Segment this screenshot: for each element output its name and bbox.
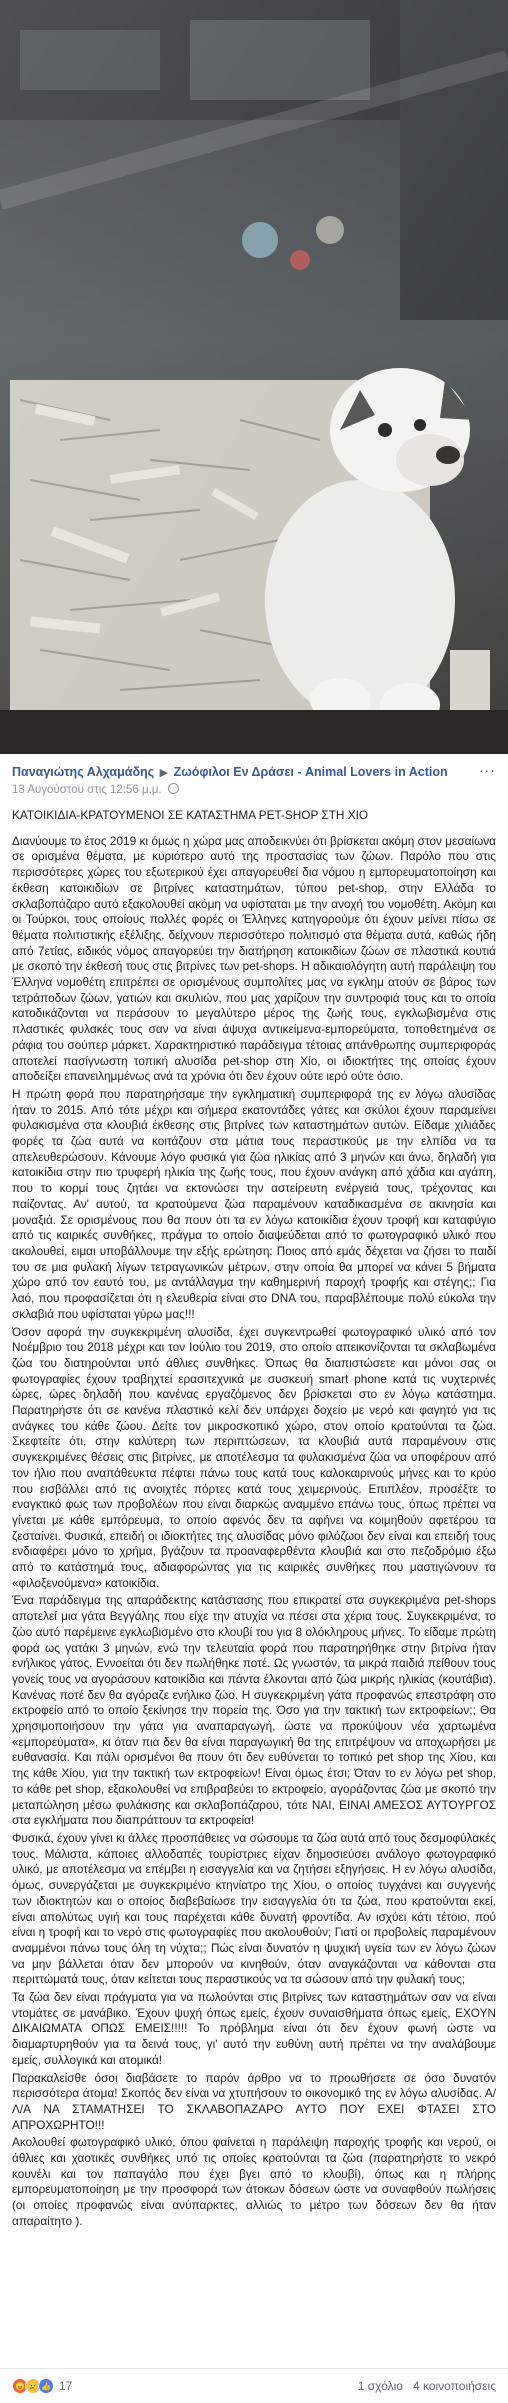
post-timestamp[interactable]: 13 Αυγούστου στις 12:56 μ.μ.: [12, 784, 162, 796]
post-paragraph: Παρακαλείσθε όσοι διαβάσετε το παρόν άρθρο να το προωθήσετε σε όσο δυνατόν περισσότερα άτομα! Σκοπός δεν είναι να χτυπήσουν το οικονομικό της εν λόγω αλυσίδας. Α/Λ/Α ΝΑ ΣΤΑΜΑΤΗΣΕΙ ΤΟ ΣΚΛΑΒΟΠΑΖΑΡΟ ΑΥΤΟ ΠΟΥ ΕΧΕΙ ΦΤΑΣΕΙ ΣΤΟ ΑΠΡΟΧΩΡΗΤΟ!!!: [12, 2070, 496, 2132]
reactions-summary[interactable]: [12, 2378, 72, 2394]
angry-reaction-icon: 😠: [12, 2378, 28, 2394]
sad-reaction-icon: 😢: [25, 2378, 41, 2394]
post-paragraph: Φυσικά, έχουν γίνει κι άλλες προσπάθειες να σώσουμε τα ζώα αυτά από τους δεσμοφύλακές τους. Μάλιστα, κάποιες αλλοδαπές τουρίστριες είχαν δημοσιεύσει ανάλογο φωτογραφικό υλικό, με αποτέλεσμα να επέμβει η εισαγγελία και να ζητήσει εξηγήσεις. Η εν λόγω αλυσίδα, όμως, συνεργάζεται με συγκεκριμένο κτηνίατρο της Χίου, ο οποίος τυγχάνει και συγγενής των ιδιοκτητών και ο οποίος διαβεβαίωσε την εισαγγελία ότι τα ζώα, που κρατούνται εκεί, είναι απολύτως υγιή και τους παρέχεται κάθε δυνατή φροντίδα. Αν ισχύει κάτι τέτοιο, πού είναι η τροφή και το νερό στις φωτογραφίες που ακολουθούν; Γιατί οι προβολείς παραμένουν αναμμένοι πάνω τους όλη τη νύχτα;; Πώς είναι δυνατόν η ψυχική υγεία των εν λόγω ζώων να μην βάλλεται όταν δεν μπορούν να κινηθούν, όταν αναγκάζονται να κάθονται στα περιττώματά τους, όταν κείτεται τους περαστικούς να τα σώσουν από την φυλακή τους;: [12, 1831, 496, 1987]
reaction-count: 17: [59, 2379, 73, 2393]
engagement-stats: [358, 2379, 496, 2393]
post-title: ΚΑΤΟΙΚΙΔΙΑ-ΚΡΑΤΟΥΜΕΝΟΙ ΣΕ ΚΑΤΑΣΤΗΜΑ PET-SHOP ΣΤΗ ΧΙΟ: [12, 808, 369, 822]
post-paragraph: Ακολουθεί φωτογραφικό υλικό, όπου φαίνεται η παράλειψη παροχής τροφής και νερού, οι άθλιες και χαοτικές συνθήκες υπό τις οποίες κρατούνται τα ζώα (παρατηρήστε το νεκρό κουνέλι και τον παπαγάλο που έχει βγει από το κλουβί), όπως και η πλήρης εμπορευματοποίηση με την προσφορά των άτοκων δόσεων ώστε να συναφθούν πωλήσεις (οι οποίες προφανώς είναι ανύπαρκτες, αλλιώς το μέτρο των δόσεων δεν θα ήταν απαραίτητο ).: [12, 2135, 496, 2228]
arrow-right-icon: ▶: [159, 767, 169, 779]
post-photo[interactable]: [0, 0, 508, 754]
post-paragraph: Η πρώτη φορά που παρατηρήσαμε την εγκληματική συμπεριφορά της εν λόγω αλυσίδας ήταν το 2015. Από τότε μέχρι και σήμερα εκατοντάδες γάτες και σκύλοι έχουν παραμείνει φυλακισμένα στα κλουβιά έκθεσης στις βιτρίνες των καταστημάτων αυτών. Είδαμε χιλιάδες φορές τα ζώα αυτά να κοιτάζουν στα μάτια τους περαστικούς με την ελπίδα να τα απελευθερώσουν. Κάνουμε λόγο φυσικά για ζώα ηλικίας από 3 μηνών και άνω, δηλαδή για κατοικίδια στην πιο τρυφερή ηλικία της ζωής τους, που έχουν ανάγκη από χάδια και αγάπη, που το κορμί τους ζητάει να εκτονώσει την αστείρευτη ενέργειά τους, τρέχοντας και παίζοντας. Αν' αυτού, τα κρατούμενα ζώα παραμένουν καταδικασμένα σε ακινησία και μοναξιά. Σε ορισμένους που θα πουν ότι τα εν λόγω κατοικίδια έχουν τροφή και καταφύγιο από τις καιρικές συνθήκες, πράγμα το οποίο διαψεύδεται από το φωτογραφικό υλικό που ακολουθεί, ειμαι υποβάλλουμε την εξής ερώτηση: Ποιος από εμάς δέχεται να ζήσει το παιδί του σε μια φυλακή λίγων τετραγωνικών μέτρων, στην οποία θα μπορεί να κάνει 5 βήματα χώρο από τον εαυτό του, με αντάλλαγμα την καθημερινή παροχή τροφής και στέγης;; Για λαό, που προφασίζεται ότι η ελευθερία είναι στο DNA του, παραβλέπουμε πολύ εύκολα την σκλαβιά που υφίσταται γύρω μας!!!: [12, 1086, 496, 1321]
post-meta: [12, 782, 496, 798]
comments-count-link[interactable]: 1 σχόλιο: [357, 2379, 403, 2393]
post-paragraph: Διανύουμε το έτος 2019 κι όμως η χώρα μας αποδεικνύει ότι βρίσκεται ακόμη στον μεσαίωνα σε ορισμένα θέματα, με κυριότερο αυτό της προστασίας των ζώων. Παρόλο που στις περισσότερες χώρες του εξωτερικού έχει απαγορευθεί δια νόμου η εμπορευματοποίηση και έκθεση κατοικιδίων σε βιτρίνες καταστημάτων, τύπου pet-shop, στην Ελλάδα το σκλαβοπάζαρο αυτό εξακολουθεί ακόμη να υφίσταται με την ανοχή του νομοθέτη. Ακόμη και οι Τούρκοι, τους οποίους πολλές φορές οι Έλληνες κατηγορούμε ότι έχουν μείνει πίσω σε θέματα πολιτιστικής εξέλιξης, δείχνουν περισσότερο πολιτισμό στα θέματα αυτά, καθώς ήδη από 7ετίας, ειδικός νόμος απαγορεύει την διατήρηση κατοικιδίων ζώων σε πλαστικά κουτιά με σκοπό την έκθεσή τους στις βιτρίνες των pet-shops. Η αδικαιολόγητη αυτή παράλειψη του Έλληνα νομοθέτη επιτρέπει σε ορισμένους συμπολίτες μας να εγκλημ ατούν σε βάρος των τετράποδων ζώων, γατιών και σκυλιών, που μας χαρίζουν την συντροφιά τους και το οποία κατοδικάζονται να περάσουν το μεγαλύτερο μέρος της ζωής τους, εγκλωβισμένα στις πλαστικές φυλακές τους σαν να είναι άψυχα αντικείμενα-εμπορεύματα, τοποθετημένα σε ράφια του σούπερ μάρκετ. Χαρακτηριστικό παράδειγμα τέτοιας απάνθρωπης συμπεριφοράς αποτελεί πασίγνωστη τοπική αλυσίδα pet-shop στη Χίο, οι ιδιοκτήτες της οποίας έχουν αποδείξει επανειλημμένως ανά τα χρόνια ότι δεν έχουν ούτε ιερό ούτε όσιο.: [12, 833, 496, 1084]
post-paragraph: Όσον αφορά την συγκεκριμένη αλυσίδα, έχει συγκεντρωθεί φωτογραφικό υλικό από τον Νοέμβριο του 2018 μέχρι και τον Ιούλιο του 2019, στο οποίο απεικονίζονται τα σκλαβωμένα ζώα του διατηρούνται υπό άθλιες συνθήκες. Όπως θα διαπιστώσετε και μόνοι σας οι φωτογραφίες έχουν τραβηχτεί ερασιτεχνικά με συσκευή smart phone κατά τις νυχτερινές ώρες, ώρες δηλαδή που κανένας εργαζόμενος δεν βρίσκεται στο εν λόγω κατάστημα. Παρατηρήστε ότι σε κανένα πλαστικό κελί δεν υπάρχει δοχείο με νερό και φαγητό για τις ανάγκες του κάθε ζώου. Δείτε τον μικροσκοπικό χώρο, στον οποίο κρατούνται τα ζώα. Σκεφτείτε ότι, στην καλύτερη των περιπτώσεων, τα κλουβιά αυτά παραμένουν στις συγκεκριμένες θέσεις στις βιτρίνες, με αποτέλεσμα τα φυλακισμένα ζώα να υποφέρουν από τον ήλιο που αναπάθευκτα πέφτει πάνω τους κατά τους καλοκαιρινούς μήνες και το κρύο που εισβάλλει από τις ανοιχτές πόρτες κατά τους χειμερινούς. Επιπλέον, προσέξτε το εναγκτικό φως των προβολέων που είναι διαρκώς αναμμένο επάνω τους, όπως πρέπει να γίνεται με κάθε εμπόρευμα, το οποίο αφενός δεν τα αφήνει να κοιμηθούν αφετέρου τα ζεσταίνει. Φυσικά, επειδή οι ιδιοκτήτες της αλυσίδας μόνο φιλόζωοι δεν είναι και επειδή τους ενδιαφέρει μόνο το χρήμα, βγάζουν τα προαναφερθέντα κλουβιά και στο πεζοδρόμιο έξω από το κατάστημά τους, αδιαφορώντας για τις καιρικές συνθήκες που μαστιγώνουν τα «φιλοξενούμενα» κατοικίδια.: [12, 1324, 496, 1590]
like-reaction-icon: 👍: [38, 2378, 54, 2394]
shares-count-link[interactable]: 4 κοινοποιήσεις: [412, 2379, 496, 2393]
more-options-icon[interactable]: ···: [479, 762, 496, 778]
post-body: [0, 798, 508, 2230]
author-line: [12, 764, 496, 782]
group-name-link[interactable]: Ζωόφιλοι Εν Δράσει - Animal Lovers in Action: [173, 765, 448, 779]
globe-icon: [168, 783, 179, 794]
post-header: [0, 754, 508, 798]
dog-in-shop-window-image: [0, 0, 508, 754]
post-footer: [0, 2368, 508, 2403]
post-paragraph: Τα ζώα δεν είναι πράγματα για να πωλούνται στις βιτρίνες των καταστημάτων σαν να είναι ντομάτες σε μανάβικο. Έχουν ψυχή όπως εμείς, έχουν συναισθήματα όπως εμείς, ΕΧΟΥΝ ΔΙΚΑΙΩΜΑΤΑ ΟΠΩΣ ΕΜΕΙΣ!!!!! Το πρόβλημα είναι ότι δεν έχουν φωνή ώστε να διαμαρτυρηθούν για τα δεινά τους, γι' αυτό την ευθύνη αυτή πρέπει να την αναλάβουμε εμείς, συλλογικά και ατομικά!: [12, 1990, 496, 2067]
post-paragraph: Ένα παράδειγμα της απαράδεκτης κατάστασης που επικρατεί στα συγκεκριμένα pet-shops αποτελεί μια γάτα Βεγγάλης που είχε την ατυχία να πέσει στα χέρια τους. Συγκεκριμένα, το ζώο αυτό παρέμεινε εγκλωβισμένο στο κλουβί του για 8 ολόκληρους μήνες. Το είδαμε πρώτη φορά ως γατάκι 3 μηνών, ενώ την τελευταία φορά που παρατηρήθηκε στην βιτρίνα ήταν ενήλικος γάτος. Εννοείται ότι δεν πωλήθηκε ποτέ. Ως γνωστόν, τα μικρά παιδιά πείθουν τους γονείς τους να αγοράσουν κατοικίδια και πάντα έλκονται από ζώα μικρής ηλικίας (κουτάβια). Κανένας ποτέ δεν θα αγόραζε ενήλικο ζώο. Η συγκεκριμένη γάτα προφανώς επεστράφη στο εκτροφείο από το οποίο ξεκίνησε την πορεία της. Όσο για την τακτική των εκτροφείων;; Θα χρησιμοποιήσουν την γάτα για αναπαραγωγή, ώστε να προκύψουν νέα χαρτωμένα «εμπορεύματα», κι όταν πια δεν θα είναι παραγωγική θα της επιτρέψουν να αποχωρήσει με ευθανασία. Και πάλι ορισμένοι θα πουν ότι δεν ευθύνεται το τοπικό pet shop της Χίου, και της κάθε Χίου, για την τακτική των εκτροφείων! Είναι όμως έτσι; Όταν το εν λόγω pet shop, το κάθε pet shop, εξακολουθεί να επιβραβεύει το εκτροφείο, αγοράζοντας ζώα με σκοπό την μεταπώληση μέσω φυλάκισης και σκλαβοπάζαρου, τότε ΝΑΙ, ΕΙΝΑΙ ΑΜΕΣΟΣ ΑΥΤΟΥΡΓΟΣ στα εγκλήματα που διαπράττουν τα εκτροφεία!: [12, 1593, 496, 1828]
author-name-link[interactable]: Παναγιώτης Αλχαμάδης: [12, 765, 155, 779]
